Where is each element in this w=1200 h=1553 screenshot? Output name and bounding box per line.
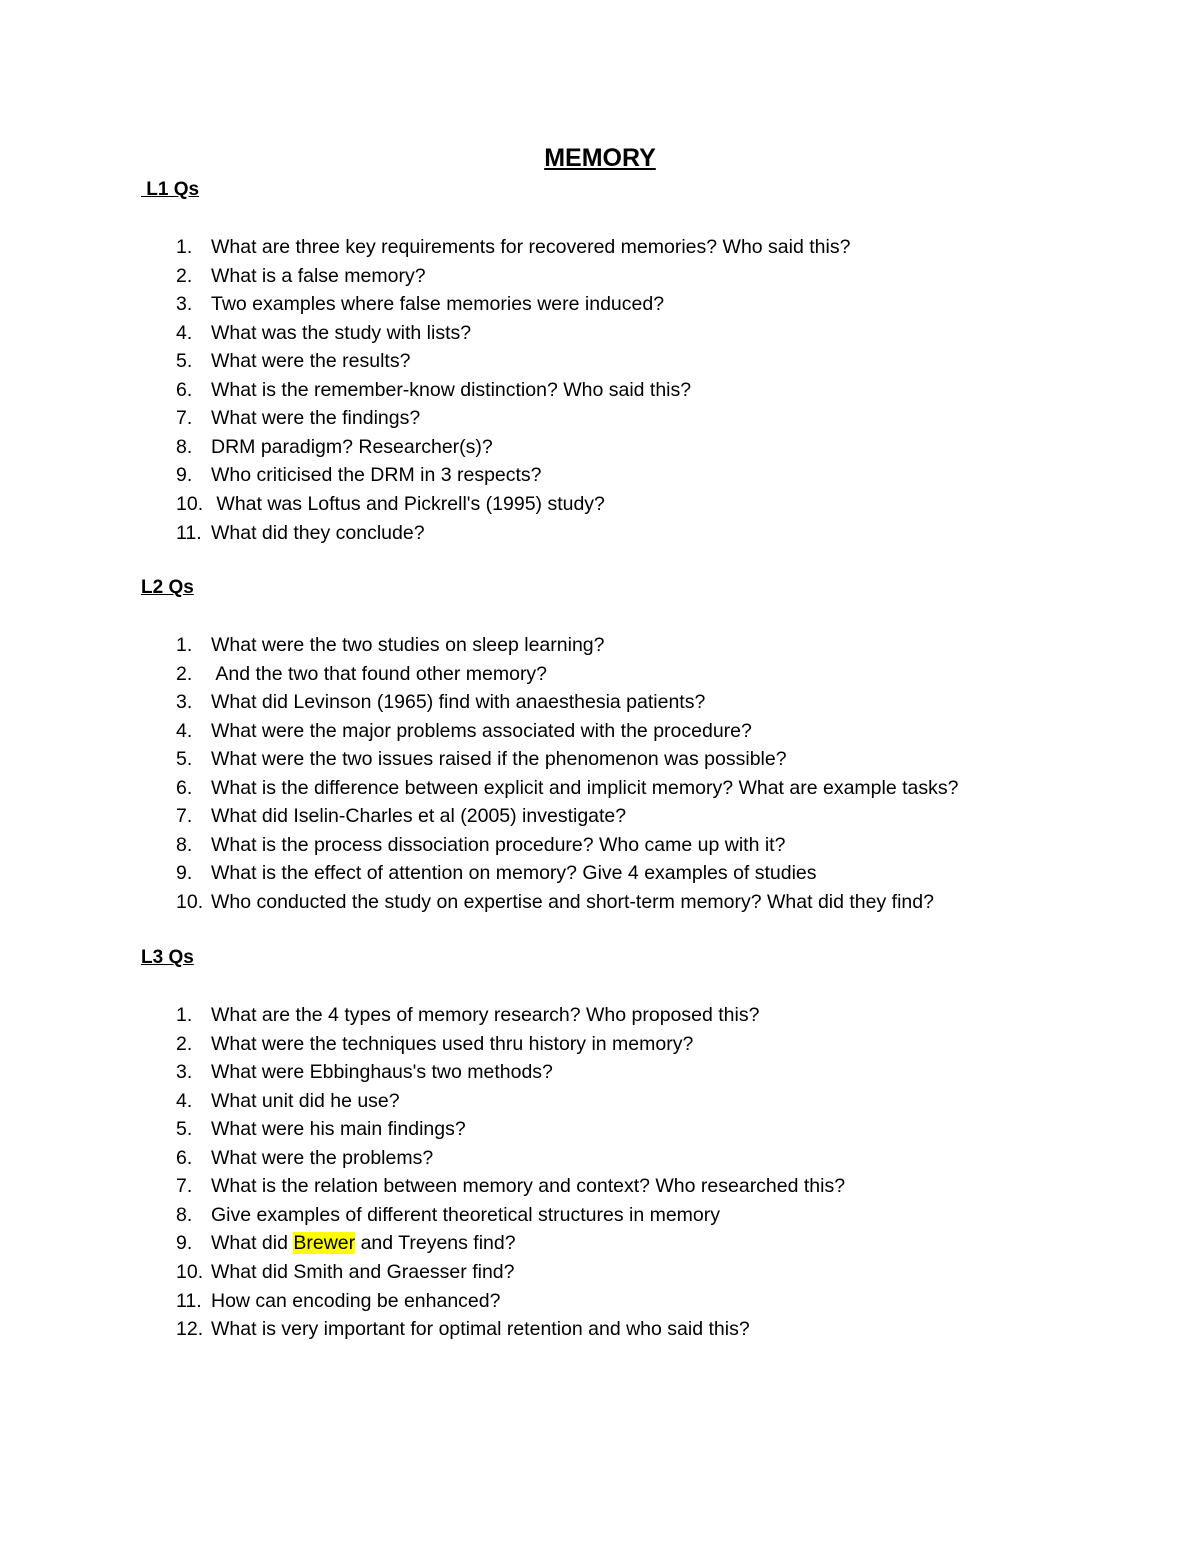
question-number: 6. (176, 776, 193, 799)
question-number: 3. (176, 293, 193, 316)
question-number: 6. (176, 1146, 193, 1169)
question-number: 9. (176, 464, 193, 487)
list-item (0, 662, 1200, 686)
question-text-before: What did (211, 1232, 294, 1255)
list-item (0, 235, 1200, 259)
list-item (0, 492, 1200, 516)
question-text: What is a false memory? (211, 264, 426, 287)
list-item (0, 292, 1200, 316)
question-text: What were the techniques used thru history in memory? (211, 1032, 694, 1055)
section-heading-l1: L1 Qs (141, 179, 200, 200)
question-number: 1. (176, 634, 193, 656)
question-text: What did Iselin-Charles et al (2005) investigate? (211, 805, 627, 828)
list-item (0, 690, 1200, 714)
question-number: 6. (176, 378, 193, 401)
question-text: What is very important for optimal retention and who said this? (211, 1318, 750, 1340)
section-heading-l3: L3 Qs (141, 947, 194, 968)
question-text: What were the results? (211, 350, 411, 373)
question-text: Who conducted the study on expertise and short-term memory? What did they find? (211, 891, 934, 913)
question-number: 10. (176, 891, 204, 913)
question-text: What was Loftus and Pickrell's (1995) study? (211, 492, 605, 515)
list-item (0, 719, 1200, 743)
question-text: What are three key requirements for recovered memories? Who said this? (211, 236, 851, 258)
question-number: 8. (176, 435, 193, 458)
list-item (0, 633, 1200, 657)
question-text: What were the two issues raised if the phenomenon was possible? (211, 748, 787, 771)
list-item (0, 1117, 1200, 1141)
question-text: What is the effect of attention on memory? Give 4 examples of studies (211, 862, 817, 885)
document-title: MEMORY (544, 144, 656, 172)
question-text: DRM paradigm? Researcher(s)? (211, 435, 493, 458)
list-item (0, 747, 1200, 771)
question-text: What are the 4 types of memory research? Who proposed this? (211, 1004, 760, 1026)
question-number: 2. (176, 1032, 193, 1055)
list-item (0, 435, 1200, 459)
question-number: 4. (176, 1089, 193, 1112)
list-item (0, 1260, 1200, 1284)
list-item (0, 1231, 1200, 1255)
question-number: 8. (176, 1203, 193, 1226)
question-number: 3. (176, 691, 193, 714)
question-text (211, 1231, 516, 1255)
question-text: Two examples where false memories were induced? (211, 293, 665, 316)
list-item (0, 349, 1200, 373)
list-item (0, 463, 1200, 487)
question-text: What were his main findings? (211, 1118, 466, 1141)
question-text: What is the difference between explicit and implicit memory? What are example tasks? (211, 776, 959, 799)
question-number: 1. (176, 1004, 193, 1026)
list-item (0, 1089, 1200, 1113)
question-number: 4. (176, 321, 193, 344)
question-text-after: and Treyens find? (355, 1232, 516, 1255)
question-text: How can encoding be enhanced? (211, 1289, 501, 1312)
list-item (0, 804, 1200, 828)
question-number: 10. (176, 1261, 204, 1283)
question-text: What were the two studies on sleep learning? (211, 634, 605, 656)
question-number: 2. (176, 264, 193, 287)
question-text: What were the problems? (211, 1146, 434, 1169)
question-number: 9. (176, 1232, 193, 1255)
question-text: What did Smith and Graesser find? (211, 1261, 515, 1283)
question-text: What was the study with lists? (211, 321, 472, 344)
question-text: What were the major problems associated with the procedure? (211, 719, 752, 742)
question-number: 2. (176, 662, 193, 685)
question-text: What were Ebbinghaus's two methods? (211, 1061, 553, 1084)
question-number: 11. (176, 521, 202, 544)
list-item (0, 264, 1200, 288)
question-text: What is the relation between memory and context? Who researched this? (211, 1175, 846, 1198)
list-item (0, 1032, 1200, 1056)
question-text: Who criticised the DRM in 3 respects? (211, 464, 542, 487)
question-number: 5. (176, 748, 193, 771)
list-item (0, 378, 1200, 402)
question-number: 11. (176, 1289, 202, 1312)
question-text: Give examples of different theoretical structures in memory (211, 1203, 721, 1226)
list-item (0, 1060, 1200, 1084)
question-number: 5. (176, 350, 193, 373)
question-number: 7. (176, 407, 193, 430)
question-number: 7. (176, 1175, 193, 1198)
question-text: And the two that found other memory? (211, 662, 548, 685)
question-number: 8. (176, 833, 193, 856)
list-item (0, 861, 1200, 885)
question-number: 7. (176, 805, 193, 828)
list-item (0, 1289, 1200, 1313)
question-number: 10. (176, 492, 204, 515)
list-item (0, 1174, 1200, 1198)
list-item (0, 521, 1200, 545)
question-text: What were the findings? (211, 407, 421, 430)
list-item (0, 833, 1200, 857)
question-text: What unit did he use? (211, 1089, 400, 1112)
question-text: What is the remember-know distinction? Who said this? (211, 378, 692, 401)
question-number: 12. (176, 1318, 204, 1340)
list-item (0, 1003, 1200, 1027)
list-item (0, 1317, 1200, 1341)
list-item (0, 321, 1200, 345)
highlighted-word: Brewer (293, 1232, 356, 1255)
question-number: 1. (176, 236, 193, 258)
question-text: What is the process dissociation procedure? Who came up with it? (211, 833, 786, 856)
question-number: 5. (176, 1118, 193, 1141)
list-item (0, 406, 1200, 430)
question-number: 9. (176, 862, 193, 885)
question-text: What did they conclude? (211, 521, 425, 544)
question-number: 3. (176, 1061, 193, 1084)
question-number: 4. (176, 719, 193, 742)
list-item (0, 890, 1200, 914)
list-item (0, 1146, 1200, 1170)
list-item (0, 1203, 1200, 1227)
section-heading-l2: L2 Qs (141, 577, 194, 598)
question-text: What did Levinson (1965) find with anaesthesia patients? (211, 691, 706, 714)
list-item (0, 776, 1200, 800)
